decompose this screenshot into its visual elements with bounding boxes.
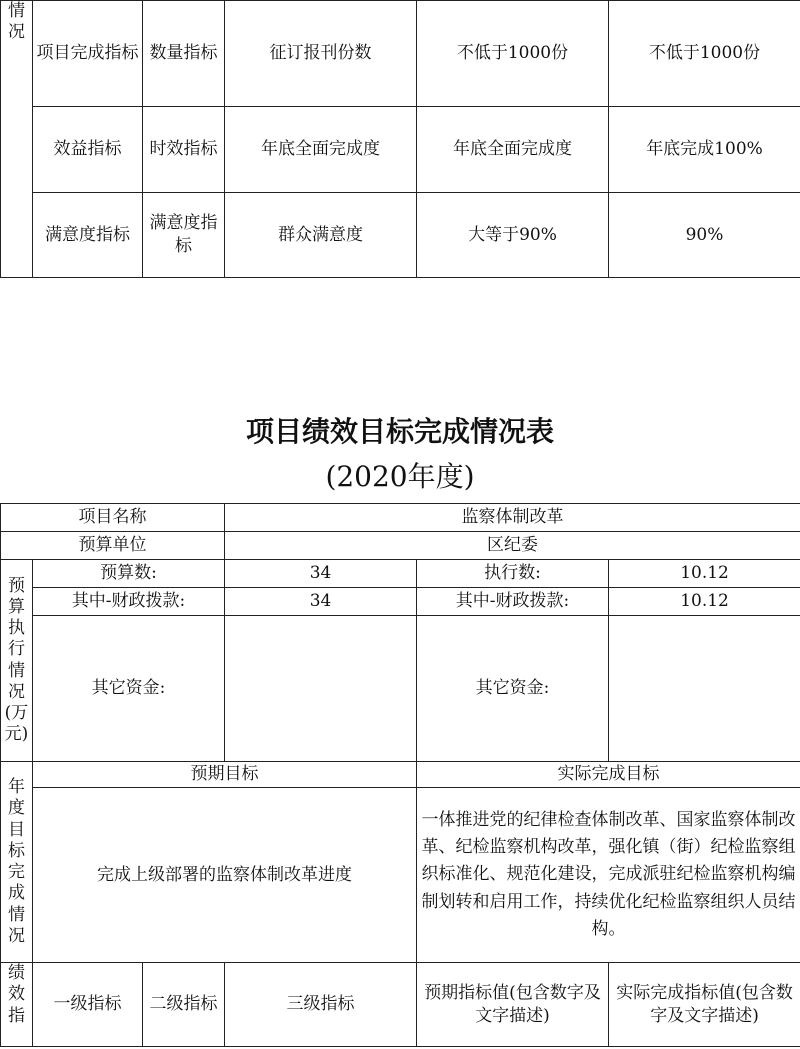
section-label-tail: 情 况: [1, 1, 33, 278]
indicator-level1: 项目完成指标: [33, 1, 143, 107]
indicator-actual: 90%: [609, 193, 800, 278]
fiscal-value: 34: [225, 588, 417, 616]
indicator-expected: 不低于1000份: [417, 1, 609, 107]
level2-header: 二级指标: [143, 963, 225, 1047]
project-name-value: 监察体制改革: [225, 504, 800, 532]
indicator-expected: 年底全面完成度: [417, 107, 609, 193]
indicator-level1: 效益指标: [33, 107, 143, 193]
indicator-expected: 大等于90%: [417, 193, 609, 278]
other-exec-label: 其它资金:: [417, 616, 609, 762]
performance-table: [0, 503, 800, 1047]
expected-goal-text: 完成上级部署的监察体制改革进度: [33, 788, 417, 963]
actual-goal-text: 一体推进党的纪律检查体制改革、国家监察体制改革、纪检监察机构改革，强化镇（街）纪检监察组织标准化、规范化建设，完成派驻纪检监察机构编制划转和启用工作，持续优化纪检监察组织人员结构。: [417, 788, 800, 963]
page-title: 项目绩效目标完成情况表: [245, 415, 554, 448]
indicator-level3: 群众满意度: [225, 193, 417, 278]
expected-value-header: 预期指标值(包含数字及文字描述): [417, 963, 609, 1047]
other-funds-label: 其它资金:: [33, 616, 225, 762]
project-name-label: 项目名称: [1, 504, 225, 532]
indicator-level2: 数量指标: [143, 1, 225, 107]
page-subtitle: (2020年度): [325, 460, 475, 493]
perf-section-label: 绩 效 指: [1, 963, 33, 1047]
budget-unit-value: 区纪委: [225, 532, 800, 560]
budget-value: 34: [225, 560, 417, 588]
indicator-level3: 征订报刊份数: [225, 1, 417, 107]
indicator-actual: 不低于1000份: [609, 1, 800, 107]
level1-header: 一级指标: [33, 963, 143, 1047]
fiscal-exec-value: 10.12: [609, 588, 800, 616]
indicator-level3: 年底全面完成度: [225, 107, 417, 193]
fiscal-exec-label: 其中-财政拨款:: [417, 588, 609, 616]
indicator-level2: 满意度指标: [143, 193, 225, 278]
indicator-level1: 满意度指标: [33, 193, 143, 278]
other-exec-value: [609, 616, 800, 762]
budget-unit-label: 预算单位: [1, 532, 225, 560]
indicator-actual: 年底完成100%: [609, 107, 800, 193]
level3-header: 三级指标: [225, 963, 417, 1047]
execution-value: 10.12: [609, 560, 800, 588]
annual-section-label: 年 度 目 标 完 成 情 况: [1, 762, 33, 963]
other-funds-value: [225, 616, 417, 762]
budget-section-label: 预 算 执 行 情 况 (万 元): [1, 560, 33, 762]
continued-indicator-table: [0, 0, 800, 278]
fiscal-label: 其中-财政拨款:: [33, 588, 225, 616]
expected-goal-header: 预期目标: [33, 762, 417, 788]
actual-goal-header: 实际完成目标: [417, 762, 800, 788]
indicator-level2: 时效指标: [143, 107, 225, 193]
execution-label: 执行数:: [417, 560, 609, 588]
actual-value-header: 实际完成指标值(包含数字及文字描述): [609, 963, 800, 1047]
budget-label: 预算数:: [33, 560, 225, 588]
